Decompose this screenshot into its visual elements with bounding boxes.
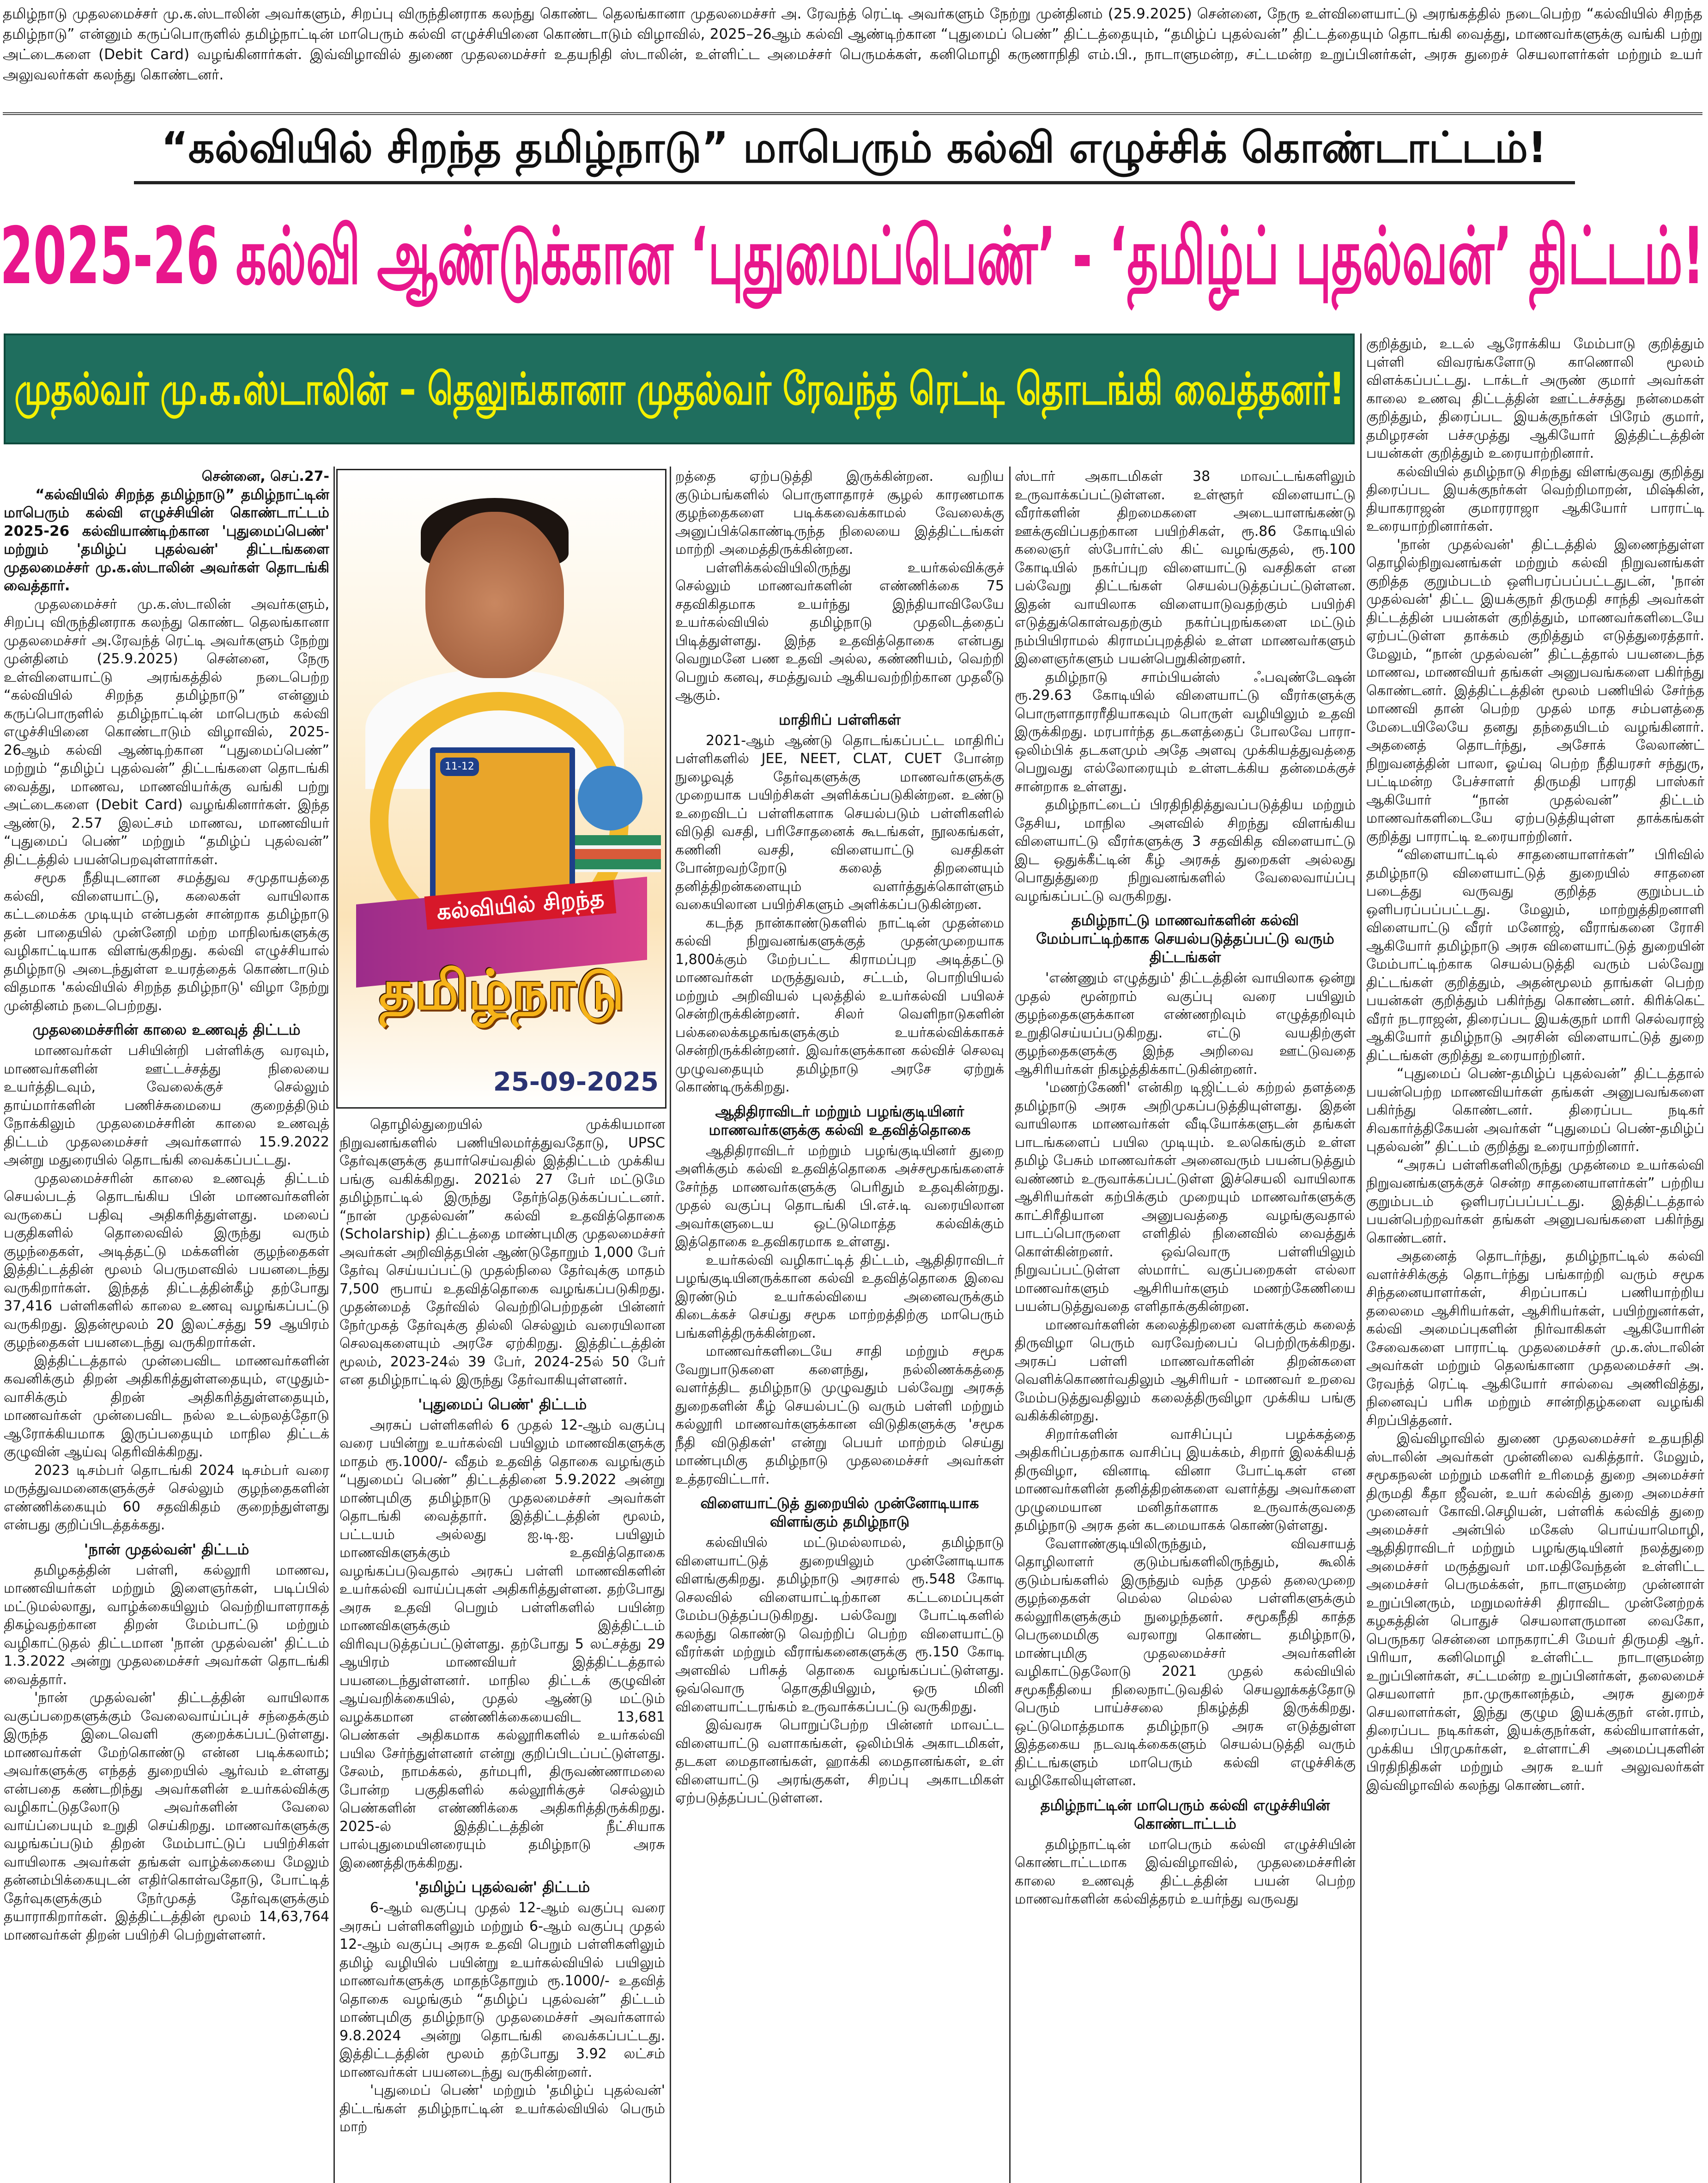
section-heading: மாதிரிப் பள்ளிகள் <box>778 710 901 728</box>
section-heading: தமிழ்நாட்டின் மாபெரும் கல்வி எழுச்சியின் கொண்டாட்டம் <box>1040 1796 1330 1832</box>
globe-icon <box>578 766 642 831</box>
photo-title: தமிழ்நாடு <box>379 958 624 1022</box>
paragraph: 2023 டிசம்பர் தொடங்கி 2024 டிசம்பர் வரை மருத்துவமனைகளுக்குச் செல்லும் குழந்தைகளின் எண்ணிக்கையும் 60 சதவிகிதம் குறைந்துள்ளது என்பது குறிப்பிடத்தக்கது. <box>4 1462 329 1533</box>
paragraph: இவ்விழாவில் துணை முதலமைச்சர் உதயநிதி ஸ்டாலின் அவர்கள் முன்னிலை வகித்தார். மேலும், சமூகநலன் மற்றும் மகளிர் உரிமைத் துறை அமைச்சர் திருமதி கீதா ஜீவன், உயர் கல்வித் துறை அமைச்சர் முனைவர் கோவி.செழியன், பள்ளிக் கல்வித் துறை அமைச்சர் அன்பில் மகேஸ் பொய்யாமொழி, ஆதிதிராவிடர் மற்றும் பழங்குடியினர் நலத்துறை அமைச்சர் மருத்துவர் மா.மதிவேந்தன் உள்ளிட்ட அமைச்சர் பெருமக்கள், நாடாளுமன்ற முன்னாள் உறுப்பினரும், மறுமலர்ச்சி திராவிட முன்னேற்றக் கழகத்தின் பொதுச் செயலாளருமான வைகோ, பெருநகர சென்னை மாநகராட்சி மேயர் திருமதி ஆர். பிரியா, கனிமொழி உள்ளிட்ட நாடாளுமன்ற உறுப்பினர்கள், சட்டமன்ற உறுப்பினர்கள், தலைமைச் செயலாளர் நா.முருகானந்தம், அரசு துறைச் செயலாளர்கள், இந்து குழும இயக்குநர் என்.ராம், திரைப்பட நடிகர்கள், இயக்குநர்கள், கல்வியாளர்கள், முக்கிய பிரமுகர்கள், உள்ளாட்சி அமைப்புகளின் பிரதிநிதிகள் மற்றும் அரசு உயர் அலுவலர்கள் இவ்விழாவில் கலந்து கொண்டனர். <box>1366 1431 1704 1794</box>
paragraph: தமிழ்நாடு சாம்பியன்ஸ் ஃபவுண்டேஷன் ரூ.29.63 கோடியில் விளையாட்டு வீரர்களுக்கு பொருளாதாரரீதியாகவும் பொருள் வழியிலும் உதவி இருக்கிறது. மரபார்ந்த தடகளத்தைப் போலவே பாரா-ஒலிம்பிக் தடகளமும் அதே அளவு முக்கியத்துவத்தை பெறுவது எல்லோரையும் உள்ளடக்கிய தன்மைக்குச் சான்றாக உள்ளது. <box>1015 669 1356 795</box>
paragraph: அதனைத் தொடர்ந்து, தமிழ்நாட்டில் கல்வி வளர்ச்சிக்குத் தொடர்ந்து பங்காற்றி வரும் சமூக சிந்தனையாளர்கள், சிறப்பாகப் பணியாற்றிய தலைமை ஆசிரியர்கள், ஆசிரியர்கள், பயிற்றுனர்கள், கல்வி அமைப்புகளின் நிர்வாகிகள் ஆகியோரின் சேவைகளை பாராட்டி முதலமைச்சர் மு.க.ஸ்டாலின் அவர்கள் மற்றும் தெலங்கானா முதலமைச்சர் அ. ரேவந்த் ரெட்டி ஆகியோர் சால்வை அணிவித்து, நினைவுப் பரிசு மற்றும் சான்றிதழ்களை வழங்கி சிறப்பித்தனர். <box>1366 1248 1704 1429</box>
paragraph: ஆதிதிராவிடர் மற்றும் பழங்குடியினர் துறை அளிக்கும் கல்வி உதவித்தொகை அச்சமூகங்களைச் சேர்ந்த மாணவர்களுக்கு பெரிதும் உதவுகின்றது. முதல் வகுப்பு தொடங்கி பி.எச்.டி வரையிலான அவர்களுடைய ஒட்டுமொத்த கல்விக்கும் இத்தொகை உதவிகரமாக உள்ளது. <box>675 1142 1004 1250</box>
article-column-1 <box>4 467 329 2181</box>
paragraph: மாணவர்கள் பசியின்றி பள்ளிக்கு வரவும், மாணவர்களின் ஊட்டச்சத்து நிலையை உயர்த்திடவும், வேலைக்குச் செல்லும் தாய்மார்களின் பணிச்சுமையை குறைத்திடும் நோக்கிலும் முதலமைச்சரின் காலை உணவுத் திட்டம் முதலமைச்சர் அவர்களால் 15.9.2022 அன்று மதுரையில் தொடங்கி வைக்கப்பட்டது. <box>4 1043 329 1168</box>
paragraph: குறித்தும், உடல் ஆரோக்கிய மேம்பாடு குறித்தும் புள்ளி விவரங்களோடு காணொலி மூலம் விளக்கப்பட்டது. டாக்டர் அருண் குமார் அவர்கள் காலை உணவு திட்டத்தின் ஊட்டச்சத்து நன்மைகள் குறித்தும், திரைப்பட இயக்குநர்கள் பிரேம் குமார், தமிழரசன் பச்சமுத்து ஆகியோர் இத்திட்டத்தின் பயன்கள் குறித்தும் உரையாற்றினார். <box>1366 336 1704 461</box>
dateline: சென்னை, செப்.27- <box>201 468 329 485</box>
books-stack-icon <box>569 835 661 872</box>
section-heading: முதலமைச்சரின் காலை உணவுத் திட்டம் <box>32 1021 301 1038</box>
section-heading: தமிழ்நாட்டு மாணவர்களின் கல்வி மேம்பாட்டிற்காக செயல்படுத்தப்பட்டு வரும் திட்டங்கள் <box>1036 911 1334 966</box>
paragraph: சிறார்களின் வாசிப்புப் பழக்கத்தை அதிகரிப்பதற்காக வாசிப்பு இயக்கம், சிறார் இலக்கியத் திருவிழா, வினாடி வினா போட்டிகள் என மாணவர்களின் தனித்திறன்களை வளர்த்து அவர்களை முழுமையான மனிதர்களாக உருவாக்குவதை தமிழ்நாடு அரசு தன் கடமையாகக் கொண்டுள்ளது. <box>1015 1426 1356 1534</box>
paragraph: பள்ளிக்கல்வியிலிருந்து உயர்கல்விக்குச் செல்லும் மாணவர்களின் எண்ணிக்கை 75 சதவிகிதமாக உயர்ந்து இந்தியாவிலேயே உயர்கல்வியில் தமிழ்நாடு முதலிடத்தைப் பிடித்துள்ளது. இந்த உதவித்தொகை என்பது வெறுமனே பண உதவி அல்ல, கண்ணியம், வெற்றி பெறும் கனவு, சமத்துவம் ஆகியவற்றிற்கான முதலீடு ஆகும். <box>675 559 1004 703</box>
photo-title-box <box>347 955 656 1025</box>
paragraph: சமூக நீதியுடனான சமத்துவ சமுதாயத்தை கல்வி, விளையாட்டு, கலைகள் வாயிலாக கட்டமைக்க முடியும் என்பதன் சான்றாக தமிழ்நாடு தன் பாதையில் முன்னேறி மற்ற மாநிலங்களுக்கு வழிகாட்டியாக விளங்குகிறது. கல்வி எழுச்சியால் தமிழ்நாடு அடைந்துள்ள உயரத்தைக் கொண்டாடும் விதமாக 'கல்வியில் சிறந்த தமிழ்நாடு' விழா நேற்று முன்தினம் நடைபெற்றது. <box>4 870 329 1014</box>
paragraph: மாணவர்களின் கலைத்திறனை வளர்க்கும் கலைத் திருவிழா பெரும் வரவேற்பைப் பெற்றிருக்கிறது. அரசுப் பள்ளி மாணவர்களின் திறன்களை வெளிக்கொணர்வதிலும் ஆசிரியர் - மாணவர் உறவை மேம்படுத்துவதிலும் கலைத்திருவிழா முக்கிய பங்கு வகிக்கின்றது. <box>1015 1316 1356 1424</box>
section-heading: 'புதுமைப் பெண்' திட்டம் <box>418 1395 587 1413</box>
paragraph: கல்வியில் தமிழ்நாடு சிறந்து விளங்குவது குறித்து திரைப்பட இயக்குநர்கள் வெற்றிமாறன், மிஷ்கின், தியாகராஜன் குமாரராஜா ஆகியோர் பாராட்டி உரையாற்றினார்கள். <box>1366 463 1704 534</box>
column-divider <box>1009 467 1011 2183</box>
paragraph: அரசுப் பள்ளிகளில் 6 முதல் 12-ஆம் வகுப்பு வரை பயின்று உயர்கல்வி பயிலும் மாணவிகளுக்கு மாதம் ரூ.1000/- வீதம் உதவித் தொகை வழங்கும் “புதுமைப் பெண்” திட்டத்தினை 5.9.2022 அன்று மாண்புமிகு தமிழ்நாடு முதலமைச்சர் அவர்கள் தொடங்கி வைத்தார். இத்திட்டத்தின் மூலம், பட்டயம் அல்லது ஐ.டி.ஐ. பயிலும் மாணவிகளுக்கும் உதவித்தொகை வழங்கப்படுவதால் அரசுப் பள்ளி மாணவிகளின் உயர்கல்வி வாய்ப்புகள் அதிகரித்துள்ளன. தற்போது அரசு உதவி பெறும் பள்ளிகளில் பயின்ற மாணவிகளுக்கும் இத்திட்டம் விரிவுபடுத்தப்பட்டுள்ளது. தற்போது 5 லட்சத்து 29 ஆயிரம் மாணவியர் இத்திட்டத்தால் பயனடைந்துள்ளனர். மாநில திட்டக் குழுவின் ஆய்வறிக்கையில், முதல் ஆண்டு மட்டும் வழக்கமான எண்ணிக்கையைவிட 13,681 பெண்கள் அதிகமாக கல்லூரிகளில் உயர்கல்வி பயில சேர்ந்துள்ளனர் என்று குறிப்பிடப்பட்டுள்ளது. சேலம், நாமக்கல், தர்மபுரி, திருவண்ணாமலை போன்ற பகுதிகளில் கல்லூரிக்குச் செல்லும் பெண்களின் எண்ணிக்கை அதிகரித்திருக்கிறது. 2025-ல் இத்திட்டத்தின் நீட்சியாக பால்புதுமையினரையும் தமிழ்நாடு அரசு இணைத்திருக்கிறது. <box>339 1417 665 1871</box>
paragraph: “அரசுப் பள்ளிகளிலிருந்து முதன்மை உயர்கல்வி நிறுவனங்களுக்குச் சென்ற சாதனையாளர்கள்” பற்றிய குறும்படம் ஒளிபரப்பப்பட்டது. இத்திட்டத்தால் பயன்பெற்றவர்கள் தங்கள் அனுபவங்களை பகிர்ந்து கொண்டனர். <box>1366 1157 1704 1246</box>
section-heading: ஆதிதிராவிடர் மற்றும் பழங்குடியினர் மாணவர்களுக்கு கல்வி உதவித்தொகை <box>709 1102 971 1139</box>
paragraph: 'நான் முதல்வன்' திட்டத்தின் வாயிலாக வகுப்பறைகளுக்கும் வேலைவாய்ப்புச் சந்தைக்கும் இருந்த இடைவெளி குறைக்கப்பட்டுள்ளது. மாணவர்கள் மேற்கொண்டு என்ன படிக்கலாம்; அவர்களுக்கு எந்தத் துறையில் ஆர்வம் உள்ளது என்பதை கண்டறிந்து அவர்களின் உயர்கல்விக்கு வழிகாட்டுதலோடு அவர்களின் வேலை வாய்ப்பையும் உறுதி செய்கிறது. மாணவர்களுக்கு வழங்கப்படும் திறன் மேம்பாட்டுப் பயிற்சிகள் வாயிலாக அவர்கள் தங்கள் வாழ்க்கையை மேலும் தன்னம்பிக்கையுடன் எதிர்கொள்வதோடு, போட்டித் தேர்வுகளுக்கும் நேர்முகத் தேர்வுகளுக்கும் தயாராகிறார்கள். இத்திட்டத்தின் மூலம் 14,63,764 மாணவர்கள் திறன் பயிற்சி பெற்றுள்ளனர். <box>4 1690 329 1943</box>
paragraph: 2021-ஆம் ஆண்டு தொடங்கப்பட்ட மாதிரிப் பள்ளிகளில் JEE, NEET, CLAT, CUET போன்ற நுழைவுத் தேர்வுகளுக்கு மாணவர்களுக்கு முறையாக பயிற்சிகள் அளிக்கப்படுகின்றன. உண்டு உறைவிடப் பள்ளிகளாக செயல்படும் பள்ளிகளில் விடுதி வசதி, பரிசோதனைக் கூடங்கள், நூலகங்கள், கணினி வசதி, விளையாட்டு வசதிகள் போன்றவற்றோடு கலைத் திறனையும் தனித்திறன்களையும் வளர்த்துக்கொள்ளும் வகையிலான பயிற்சிகளும் அளிக்கப்படுகின்றன. <box>675 732 1004 913</box>
paragraph: ஸ்டார் அகாடமிகள் 38 மாவட்டங்களிலும் உருவாக்கப்பட்டுள்ளன. உள்ளூர் விளையாட்டு வீரர்களின் திறமைகளை அடையாளங்கண்டு ஊக்குவிப்பதற்கான பயிற்சிகள், ரூ.86 கோடியில் கலைஞர் ஸ்போர்ட்ஸ் கிட் வழங்குதல், ரூ.100 கோடியில் நகர்ப்புற விளையாட்டு வசதிகள் என பல்வேறு திட்டங்கள் செயல்படுத்தப்பட்டுள்ளன. இதன் வாயிலாக விளையாடுவதற்கும் பயிற்சி எடுத்துக்கொள்வதற்கும் நகர்ப்புறங்களை மட்டும் நம்பியிராமல் கிராமப்புறத்தில் உள்ள மாணவர்களும் இளைஞர்களும் பயன்பெறுகின்றனர். <box>1015 468 1356 667</box>
paragraph: 6-ஆம் வகுப்பு முதல் 12-ஆம் வகுப்பு வரை அரசுப் பள்ளிகளிலும் மற்றும் 6-ஆம் வகுப்பு முதல் 12-ஆம் வகுப்பு அரசு உதவி பெறும் பள்ளிகளிலும் தமிழ் வழியில் பயின்று உயர்கல்வியில் பயிலும் மாணவர்களுக்கு மாதந்தோறும் ரூ.1000/- உதவித் தொகை வழங்கும் “தமிழ்ப் புதல்வன்” திட்டம் மாண்புமிகு தமிழ்நாடு முதலமைச்சர் அவர்களால் 9.8.2024 அன்று தொடங்கி வைக்கப்பட்டது. இத்திட்டத்தின் மூலம் தற்போது 3.92 லட்சம் மாணவர்கள் பயனடைந்து வருகின்றனர். <box>339 1900 665 2080</box>
column-divider <box>1360 334 1362 2183</box>
portrait-face <box>425 512 564 678</box>
paragraph: மாணவர்களிடையே சாதி மற்றும் சமூக வேறுபாடுகளை களைந்து, நல்லிணக்கத்தை வளர்த்திட தமிழ்நாடு முழுவதும் பல்வேறு அரசுத் துறைகளின் கீழ் செயல்பட்டு வரும் பள்ளி மற்றும் கல்லூரி மாணவர்களுக்கான விடுதிகளுக்கு 'சமூக நீதி விடுதிகள்' என்று பெயர் மாற்றம் செய்து மாண்புமிகு தமிழ்நாடு முதலமைச்சர் அவர்கள் உத்தரவிட்டார். <box>675 1343 1004 1487</box>
photo-tag: கல்வியில் சிறந்த <box>424 880 617 930</box>
paragraph: 'மணற்கேணி' என்கிற டிஜிட்டல் கற்றல் தளத்தை தமிழ்நாடு அரசு அறிமுகப்படுத்தியுள்ளது. இதன் வாயிலாக மாணவர்கள் வீடியோக்களுடன் தங்கள் பாடங்களைப் பயில முடியும். உலகெங்கும் உள்ள தமிழ் பேசும் மாணவர்கள் அனைவரும் பயன்படுத்தும் வண்ணம் உருவாக்கப்பட்டுள்ள இச்செயலி வாயிலாக ஆசிரியர்கள் கற்பிக்கும் முறையும் மாணவர்களுக்கு காட்சிரீதியான அனுபவத்தை வழங்குவதால் பாடப்பொருளை எளிதில் நினைவில் வைத்துக் கொள்கின்றனர். ஒவ்வொரு பள்ளியிலும் நிறுவப்பட்டுள்ள ஸ்மார்ட் வகுப்பறைகள் எல்லா மாணவர்களும் ஆசிரியர்களும் மணற்கேணியை பயன்படுத்துவதை எளிதாக்குகின்றன. <box>1015 1079 1356 1315</box>
paragraph: தொழில்துறையில் முக்கியமான நிறுவனங்களில் பணியிலமர்த்துவதோடு, UPSC தேர்வுகளுக்கு தயார்செய்வதில் இத்திட்டம் முக்கிய பங்கு வகிக்கிறது. 2021ல் 27 பேர் மட்டுமே தமிழ்நாட்டில் இருந்து தேர்ந்தெடுக்கப்பட்டனர். “நான் முதல்வன்” கல்வி உதவித்தொகை (Scholarship) திட்டத்தை மாண்புமிகு முதலமைச்சர் அவர்கள் அறிவித்தபின் ஆண்டுதோறும் 1,000 பேர் தேர்வு செய்யப்பட்டு முதல்நிலை தேர்வுக்கு மாதம் 7,500 ரூபாய் உதவித்தொகை வழங்கப்படுகிறது. முதன்மைத் தேர்வில் வெற்றிபெற்றதன் பின்னர் நேர்முகத் தேர்வுக்கு தில்லி செல்லும் வரையிலான செலவுகளையும் அரசே ஏற்கிறது. இத்திட்டத்தின் மூலம், 2023-24ல் 39 பேர், 2024-25ல் 50 பேர் என தமிழ்நாட்டில் இருந்து தேர்வாகியுள்ளனர். <box>339 1116 665 1388</box>
column-divider <box>670 467 671 2183</box>
article-column-4 <box>1015 467 1356 2181</box>
paragraph: தமிழ்நாட்டின் மாபெரும் கல்வி எழுச்சியின் கொண்டாட்டமாக இவ்விழாவில், முதலமைச்சரின் காலை உணவுத் திட்டத்தின் பயன் பெற்ற மாணவர்களின் கல்வித்தரம் உயர்ந்து வருவது <box>1015 1836 1356 1907</box>
paragraph: 'எண்ணும் எழுத்தும்' திட்டத்தின் வாயிலாக ஒன்று முதல் மூன்றாம் வகுப்பு வரை பயிலும் குழந்தைகளுக்கான எண்ணறிவும் எழுத்தறிவும் உறுதிசெய்யப்படுகிறது. எட்டு வயதிற்குள் குழந்தைகளுக்கு இந்த அறிவை ஊட்டுவதை ஆசிரியர்கள் நிகழ்த்திக்காட்டுகின்றனர். <box>1015 970 1356 1078</box>
headline-main <box>0 189 1708 323</box>
paragraph: தமிழகத்தின் பள்ளி, கல்லூரி மாணவ, மாணவியர்கள் மற்றும் இளைஞர்கள், படிப்பில் மட்டுமல்லாது, வாழ்க்கையிலும் வெற்றியாளராகத் திகழ்வதற்கான திறன் மேம்பாட்டு மற்றும் வழிகாட்டுதல் திட்டமான 'நான் முதல்வன்' திட்டம் 1.3.2022 அன்று முதலமைச்சர் அவர்கள் தொடங்கி வைத்தார். <box>4 1562 329 1688</box>
paragraph: வேளாண்குடியிலிருந்தும், விவசாயத் தொழிலாளர் குடும்பங்களிலிருந்தும், கூலிக் குடும்பங்களில் இருந்தும் வந்த முதல் தலைமுறை குழந்தைகள் மெல்ல மெல்ல பள்ளிகளுக்கும் கல்லூரிகளுக்கும் நுழைந்தனர். சமூகநீதி காத்த பெருமைமிகு வரலாறு கொண்ட தமிழ்நாடு, மாண்புமிகு முதலமைச்சர் அவர்களின் வழிகாட்டுதலோடு 2021 முதல் கல்வியில் சமூகநீதியை நிலைநாட்டுவதில் செயலூக்கத்தோடு பெரும் பாய்ச்சலை நிகழ்த்தி இருக்கிறது. ஒட்டுமொத்தமாக தமிழ்நாடு அரசு எடுத்துள்ள இத்தகைய நடவடிக்கைகளும் செயல்படுத்தி வரும் திட்டங்களும் மாபெரும் கல்வி எழுச்சிக்கு வழிகோலியுள்ளன. <box>1015 1535 1356 1789</box>
article-column-5 <box>1366 335 1704 2182</box>
book-badge: 11-12 <box>440 758 479 776</box>
summary-strip: தமிழ்நாடு முதலமைச்சர் மு.க.ஸ்டாலின் அவர்களும், சிறப்பு விருந்தினராக கலந்து கொண்ட தெலங்கானா முதலமைச்சர் அ. ரேவந்த் ரெட்டி அவர்களும் நேற்று முன்தினம் (25.9.2025) சென்னை, நேரு உள்விளையாட்டு அரங்கத்தில் நடைபெற்ற “கல்வியில் சிறந்த தமிழ்நாடு” என்னும் கருப்பொருளில் தமிழ்நாட்டின் மாபெரும் கல்வி எழுச்சியினை கொண்டாடும் விழாவில், 2025–26ஆம் கல்வி ஆண்டிற்கான “புதுமைப் பெண்” திட்டத்தையும், “தமிழ்ப் புதல்வன்” திட்டத்தையும் தொடங்கி வைத்து, மாணவர்களுக்கு வங்கி பற்று அட்டைகளை (Debit Card) வழங்கினார்கள். இவ்விழாவில் துணை முதலமைச்சர் உதயநிதி ஸ்டாலின், உள்ளிட்ட அமைச்சர் பெருமக்கள், கனிமொழி கருணாநிதி எம்.பி., நாடாளுமன்ற, சட்டமன்ற உறுப்பினர்கள், அரசு துறைச் செயலாளர்கள் மற்றும் உயர் அலுவலர்கள் கலந்து கொண்டனர். <box>3 4 1702 115</box>
photo-date: 25-09-2025 <box>493 1067 659 1097</box>
headline-primary-text: “கல்வியில் சிறந்த தமிழ்நாடு” மாபெரும் கல்வி எழுச்சிக் கொண்டாட்டம்! <box>161 123 1547 172</box>
section-heading: 'நான் முதல்வன்' திட்டம் <box>84 1540 249 1558</box>
headline-primary <box>0 118 1708 178</box>
feature-photo <box>336 469 666 1109</box>
paragraph: “புதுமைப் பெண்-தமிழ்ப் புதல்வன்” திட்டத்தால் பயன்பெற்ற மாணவியர்கள் தங்கள் அனுபவங்களை பகிர்ந்து கொண்டனர். திரைப்பட நடிகர் சிவகார்த்திகேயன் அவர்கள் “புதுமைப் பெண்-தமிழ்ப் புதல்வன்” திட்டம் குறித்து உரையாற்றினார். <box>1366 1066 1704 1155</box>
paragraph: றத்தை ஏற்படுத்தி இருக்கின்றன. வறிய குடும்பங்களில் பொருளாதாரச் சூழல் காரணமாக குழந்தைகளை படிக்கவைக்காமல் வேலைக்கு அனுப்பிக்கொண்டிருந்த நிலையை இத்திட்டங்கள் மாற்றி அமைத்திருக்கின்றன. <box>675 468 1004 558</box>
paragraph: 'நான் முதல்வன்' திட்டத்தில் இணைந்துள்ள தொழில்நிறுவனங்கள் மற்றும் கல்வி நிறுவனங்கள் குறித்த குறும்படம் ஒளிபரப்பப்பட்டதுடன், 'நான் முதல்வன்' திட்ட இயக்குநர் திருமதி சாந்தி அவர்கள் திட்டத்தின் பயன்கள் குறித்தும், மாணவர்களிடையே ஏற்பட்டுள்ள தாக்கம் குறித்தும் எடுத்துரைத்தார். மேலும், “நான் முதல்வன்” திட்டத்தால் பயனடைந்த மாணவ, மாணவியர் தங்கள் அனுபவங்களை பகிர்ந்து கொண்டனர். இத்திட்டத்தின் மூலம் பணியில் சேர்ந்த மாணவி தான் பெற்ற முதல் மாத சம்பளத்தை மேடையிலேயே தனது தந்தையிடம் வழங்கினார். அதனைத் தொடர்ந்து, அசோக் லேலாண்ட் நிறுவனத்தின் பாலா, ஓய்வு பெற்ற நீதியரசர் சந்துரு, பட்டிமன்ற பேச்சாளர் திருமதி பாரதி பாஸ்கர் ஆகியோர் “நான் முதல்வன்” திட்டம் மாணவர்களிடையே ஏற்படுத்தியுள்ள தாக்கங்கள் குறித்து பாராட்டி உரையாற்றினர். <box>1366 536 1704 845</box>
paragraph: முதலமைச்சரின் காலை உணவுத் திட்டம் செயல்படத் தொடங்கிய பின் மாணவர்களின் வருகைப் பதிவு அதிகரித்துள்ளது. மலைப் பகுதிகளில் தொலைவில் இருந்து வரும் குழந்தைகள், அடித்தட்டு மக்களின் குழந்தைகள் இத்திட்டத்தின் மூலம் பெருமளவில் பயனடைந்து வருகிறார்கள். இந்தத் திட்டத்தின்கீழ் தற்போது 37,416 பள்ளிகளில் காலை உணவு வழங்கப்பட்டு வருகிறது. இதன்மூலம் 20 இலட்சத்து 59 ஆயிரம் குழந்தைகள் பயனடைந்து வருகிறார்கள். <box>4 1170 329 1351</box>
headline-divider <box>134 181 1575 184</box>
column-divider <box>333 467 335 2183</box>
paragraph: கடந்த நான்காண்டுகளில் நாட்டின் முதன்மை கல்வி நிறுவனங்களுக்குத் முதன்முறையாக 1,800க்கும் மேற்பட்ட கிராமப்புற அடித்தட்டு மாணவர்கள் மருத்துவம், சட்டம், பொறியியல் மற்றும் அறிவியல் புலத்தில் உயர்கல்வி பயிலச் சென்றிருக்கின்றனர். சிலர் வெளிநாடுகளின் பல்கலைக்கழகங்களுக்கும் உயர்கல்விக்காகச் சென்றிருக்கின்றனர். இவர்களுக்கான கல்விச் செலவு முழுவதையும் தமிழ்நாடு அரசே ஏற்றுக் கொண்டிருக்கிறது. <box>675 915 1004 1095</box>
section-heading: விளையாட்டுத் துறையில் முன்னோடியாக விளங்கும் தமிழ்நாடு <box>700 1494 979 1530</box>
headline-main-text: 2025-26 கல்வி ஆண்டுக்கான ‘புதுமைப்பெண்’ - ‘தமிழ்ப் புதல்வன்’ திட்டம்! <box>0 211 1705 302</box>
paragraph: இத்திட்டத்தால் முன்பைவிட மாணவர்களின் கவனிக்கும் திறன் அதிகரித்துள்ளதையும், எழுதும்-வாசிக்கும் திறன் அதிகரித்துள்ளதையும், மாணவர்கள் முன்பைவிட நல்ல உடல்நலத்தோடு ஆரோக்கியமாக இருப்பதையும் மாநில திட்டக் குழுவின் ஆய்வு தெரிவிக்கிறது. <box>4 1352 329 1460</box>
paragraph: கல்வியில் மட்டுமல்லாமல், தமிழ்நாடு விளையாட்டுத் துறையிலும் முன்னோடியாக விளங்குகிறது. தமிழ்நாடு அரசால் ரூ.548 கோடி செலவில் விளையாட்டிற்கான கட்டமைப்புகள் மேம்படுத்தப்படுகிறது. பல்வேறு போட்டிகளில் கலந்து கொண்டு வெற்றிப் பெற்ற விளையாட்டு வீரர்கள் மற்றும் வீராங்கனைகளுக்கு ரூ.150 கோடி அளவில் பரிசுத் தொகை வழங்கப்பட்டுள்ளது. ஒவ்வொரு தொகுதியிலும், ஒரு மினி விளையாட்டரங்கம் உருவாக்கப்பட்டு வருகிறது. <box>675 1534 1004 1715</box>
article-column-2 <box>339 1116 665 2182</box>
paragraph: உயர்கல்வி வழிகாட்டித் திட்டம், ஆதிதிராவிடர் பழங்குடியினருக்கான கல்வி உதவித்தொகை இவை இரண்டும் உயர்கல்வியை அனைவருக்கும் கிடைக்கச் செய்து சமூக மாற்றத்திற்கு மாபெரும் பங்களித்திருக்கின்றன. <box>675 1252 1004 1341</box>
paragraph: தமிழ்நாட்டைப் பிரதிநிதித்துவப்படுத்திய மற்றும் தேசிய, மாநில அளவில் சிறந்து விளங்கிய விளையாட்டு வீரர்களுக்கு 3 சதவிகித விளையாட்டு இட ஒதுக்கீட்டின் கீழ் அரசுத் துறைகள் அல்லது பொதுத்துறை நிறுவனங்களில் வேலைவாய்ப்பு வழங்கப்பட்டு வருகிறது. <box>1015 797 1356 904</box>
paragraph: முதலமைச்சர் மு.க.ஸ்டாலின் அவர்களும், சிறப்பு விருந்தினராக கலந்து கொண்ட தெலங்கானா முதலமைச்சர் அ.ரேவந்த் ரெட்டி அவர்களும் நேற்று முன்தினம் (25.9.2025) சென்னை, நேரு உள்விளையாட்டு அரங்கத்தில் நடைபெற்ற “கல்வியில் சிறந்த தமிழ்நாடு” என்னும் கருப்பொருளில் தமிழ்நாட்டின் மாபெரும் கல்வி எழுச்சியினை கொண்டாடும் விழாவில், 2025-26ஆம் கல்வி ஆண்டிற்கான “புதுமைப்பெண்” மற்றும் “தமிழ்ப் புதல்வன்” திட்டங்களை தொடங்கி வைத்து, மாணவ, மாணவியர்க்கு வங்கி பற்று அட்டைகளை (Debit Card) வழங்கினார்கள். இந்த ஆண்டு, 2.57 இலட்சம் மாணவ, மாணவியர் “புதுமைப் பெண்” மற்றும் “தமிழ்ப் புதல்வன்” திட்டத்தில் பயன்பெறவுள்ளார்கள். <box>4 596 329 868</box>
subheadline-banner-text: முதல்வர் மு.க.ஸ்டாலின் – தெலுங்கானா முதல்வர் ரேவந்த் ரெட்டி தொடங்கி வைத்தனர்! <box>14 363 1345 415</box>
article-column-3 <box>675 467 1004 2181</box>
lead-paragraph: “கல்வியில் சிறந்த தமிழ்நாடு” தமிழ்நாட்டின் மாபெரும் கல்வி எழுச்சியின் கொண்டாட்டம் 2025-26 கல்வியாண்டிற்கான 'புதுமைப்பெண்' மற்றும் 'தமிழ்ப் புதல்வன்' திட்டங்களை முதலமைச்சர் மு.க.ஸ்டாலின் அவர்கள் தொடங்கி வைத்தார். <box>4 486 329 594</box>
subheadline-banner <box>4 334 1355 444</box>
section-heading: 'தமிழ்ப் புதல்வன்' திட்டம் <box>414 1878 590 1896</box>
paragraph: 'புதுமைப் பெண்' மற்றும் 'தமிழ்ப் புதல்வன்' திட்டங்கள் தமிழ்நாட்டின் உயர்கல்வியில் பெரும் மாற் <box>339 2082 665 2135</box>
paragraph: இவ்வரசு பொறுப்பேற்ற பின்னர் மாவட்ட விளையாட்டு வளாகங்கள், ஒலிம்பிக் அகாடமிகள், தடகள மைதானங்கள், ஹாக்கி மைதானங்கள், உள் விளையாட்டு அரங்குகள், சிறப்பு அகாடமிகள் ஏற்படுத்தப்பட்டுள்ளன. <box>675 1717 1004 1806</box>
paragraph: “விளையாட்டில் சாதனையாளர்கள்” பிரிவில் தமிழ்நாடு விளையாட்டுத் துறையில் சாதனை படைத்து வருவது குறித்த குறும்படம் ஒளிபரப்பப்பட்டது. மேலும், மாற்றுத்திறனாளி விளையாட்டு வீரர் மனோஜ், வீராங்கனை ரோசி ஆகியோர் தமிழ்நாடு அரசு விளையாட்டுத் துறையின் மேம்பாட்டிற்காக செயல்படுத்தி வரும் பல்வேறு திட்டங்கள் குறித்தும், அதன்மூலம் தாங்கள் பெற்ற பயன்கள் குறித்தும் பகிர்ந்து கொண்டனர். கிரிக்கெட் வீரர் நடராஜன், திரைப்பட இயக்குநர் மாரி செல்வராஜ் ஆகியோர் தமிழ்நாடு அரசின் விளையாட்டுத் துறை திட்டங்கள் குறித்து உரையாற்றினர். <box>1366 847 1704 1064</box>
